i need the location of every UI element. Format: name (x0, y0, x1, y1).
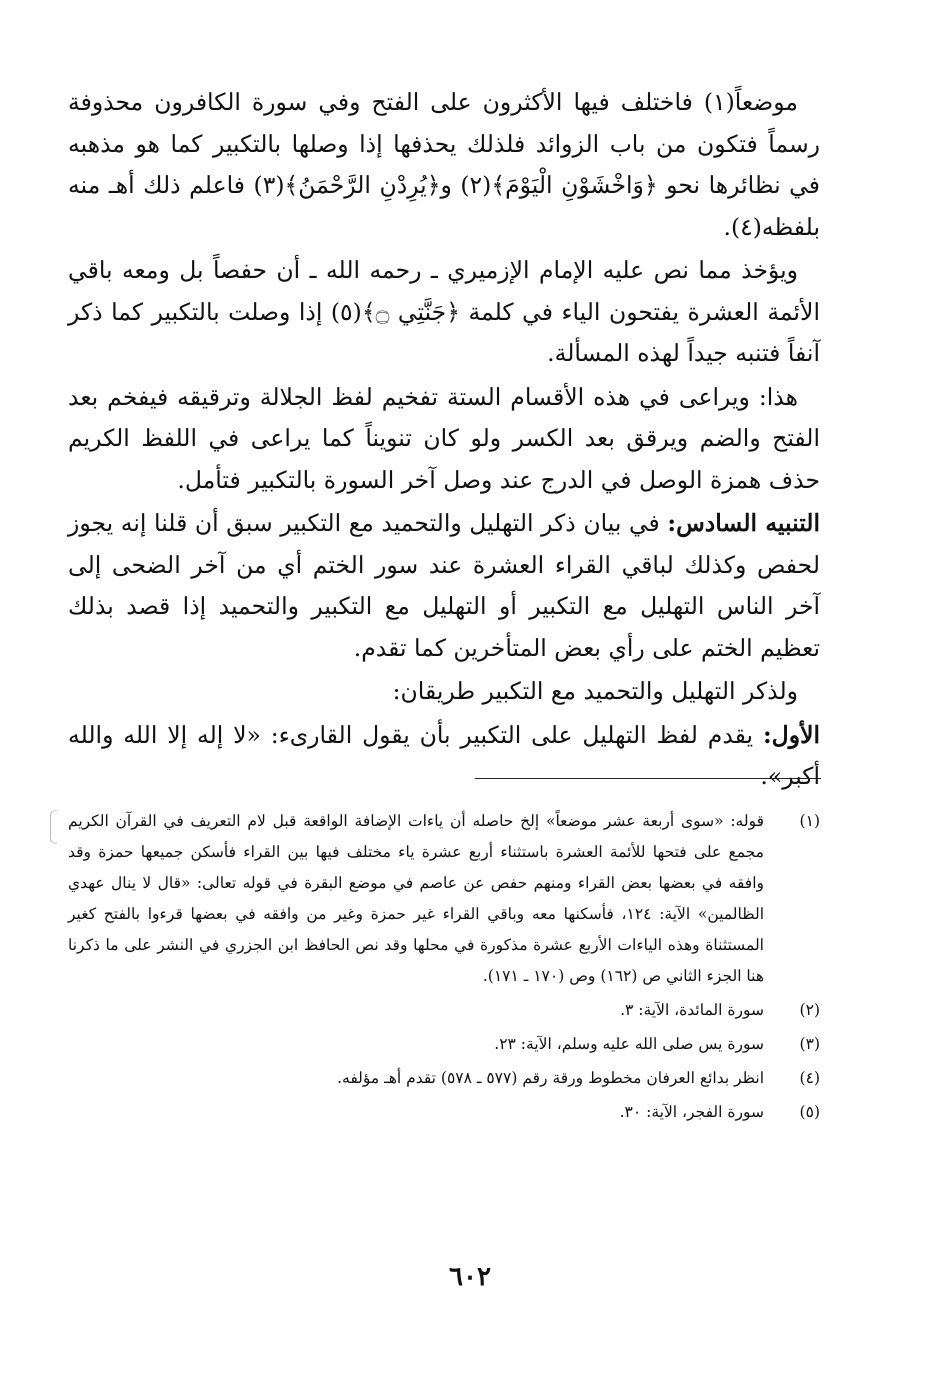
footnote-3 (68, 1029, 820, 1060)
footnote-text: سورة يس صلى الله عليه وسلم، الآية: ٢٣. (494, 1035, 764, 1053)
footnote-number: (٤) (799, 1069, 820, 1087)
paragraph-4-heading: التنبيه السادس: (667, 509, 820, 537)
paragraph-6-heading: الأول: (762, 720, 820, 749)
paragraph-2-text: ويؤخذ مما نص عليه الإمام الإزميري ـ رحمه الله ـ أن حفصاً بل ومعه باقي الأئمة العشرة يفتحون الياء في كلمة ﴿جَنَّتِي ۝﴾(٥) إذا وصلت بالتكبير كما ذكر آنفاً فتنبه جيداً لهذه المسألة. (68, 256, 820, 367)
footnote-number: (٥) (799, 1103, 820, 1121)
paragraph-1 (68, 82, 820, 248)
footnote-text: سورة المائدة، الآية: ٣. (620, 1001, 764, 1019)
paragraph-5 (68, 671, 820, 713)
footnote-separator (475, 778, 821, 779)
main-text (68, 82, 820, 798)
footnote-1 (68, 806, 820, 992)
footnote-2 (68, 995, 820, 1026)
paragraph-6-text: يقدم لفظ التهليل على التكبير بأن يقول القارىء: «لا إله إلا الله والله أكبر». (68, 720, 820, 790)
footnotes (68, 806, 820, 1131)
paragraph-5-text: ولذكر التهليل والتحميد مع التكبير طريقان: (392, 677, 798, 705)
footnote-number: (١) (799, 812, 820, 830)
paragraph-3-text: هذا: ويراعى في هذه الأقسام الستة تفخيم لفظ الجلالة وترقيقه فيفخم بعد الفتح والضم ويرقق بعد الكسر ولو كان تنويناً كما يراعى في اللفظ الكريم حذف همزة الوصل في الدرج عند وصل آخر السورة بالتكبير فتأمل. (68, 382, 820, 494)
paragraph-2 (68, 250, 820, 375)
footnote-text: سورة الفجر، الآية: ٣٠. (619, 1103, 764, 1121)
footnote-text: قوله: «سوى أربعة عشر موضعاً» إلخ حاصله أن ياءات الإضافة الواقعة قبل لام التعريف في القرآن الكريم مجمع على فتحها للأئمة العشرة باستثناء أربع عشرة ياء مختلف فيها بين القراء فأسكن جميعها حمزة وقد وافقه في بعضها بعض القراء ومنهم حفص عن عاصم في موضع البقرة في قوله تعالى: «قال لا ينال عهدي الظالمين» الآية: ١٢٤، فأسكنها معه وباقي القراء غير حمزة وغير من وافقه في بعضها قرءوا بالفتح كغير المستثناة وهذه الياءات الأربع عشرة مذكورة في محلها وقد نص الحافظ ابن الجزري في النشر على ما ذكرنا هنا الجزء الثاني ص (١٦٢) وص (١٧٠ ـ ١٧١). (68, 812, 764, 985)
footnote-text: انظر بدائع العرفان مخطوط ورقة رقم (٥٧٧ ـ ٥٧٨) تقدم أهـ مؤلفه. (337, 1069, 764, 1087)
footnote-number: (٣) (799, 1035, 820, 1053)
paragraph-1-text: موضعاً(١) فاختلف فيها الأكثرون على الفتح وفي سورة الكافرون محذوفة رسماً فتكون من باب الزوائد فلذلك يحذفها إذا وصلها بالتكبير كما هو مذهبه في نظائرها نحو ﴿وَاخْشَوْنِ الْيَوْمَ﴾(٢) و﴿يُرِدْنِ الرَّحْمَنُ﴾(٣) فاعلم ذلك أهـ منه بلفظه(٤). (68, 88, 820, 241)
paragraph-3 (68, 377, 820, 502)
margin-bracket-mark (50, 810, 57, 844)
page-number: ٦٠٢ (449, 1262, 491, 1292)
footnote-5 (68, 1097, 820, 1128)
footnote-number: (٢) (799, 1001, 820, 1019)
paragraph-4-text: في بيان ذكر التهليل والتحميد مع التكبير سبق أن قلنا إنه يجوز لحفص وكذلك لباقي القراء العشرة عند سور الختم أي من آخر الضحى إلى آخر الناس التهليل مع التكبير أو التهليل مع التكبير والتحميد إذا قصد بذلك تعظيم الختم على رأي بعض المتأخرين كما تقدم. (68, 509, 820, 662)
paragraph-4 (68, 503, 820, 669)
footnote-4 (68, 1063, 820, 1094)
paragraph-6 (68, 715, 820, 798)
